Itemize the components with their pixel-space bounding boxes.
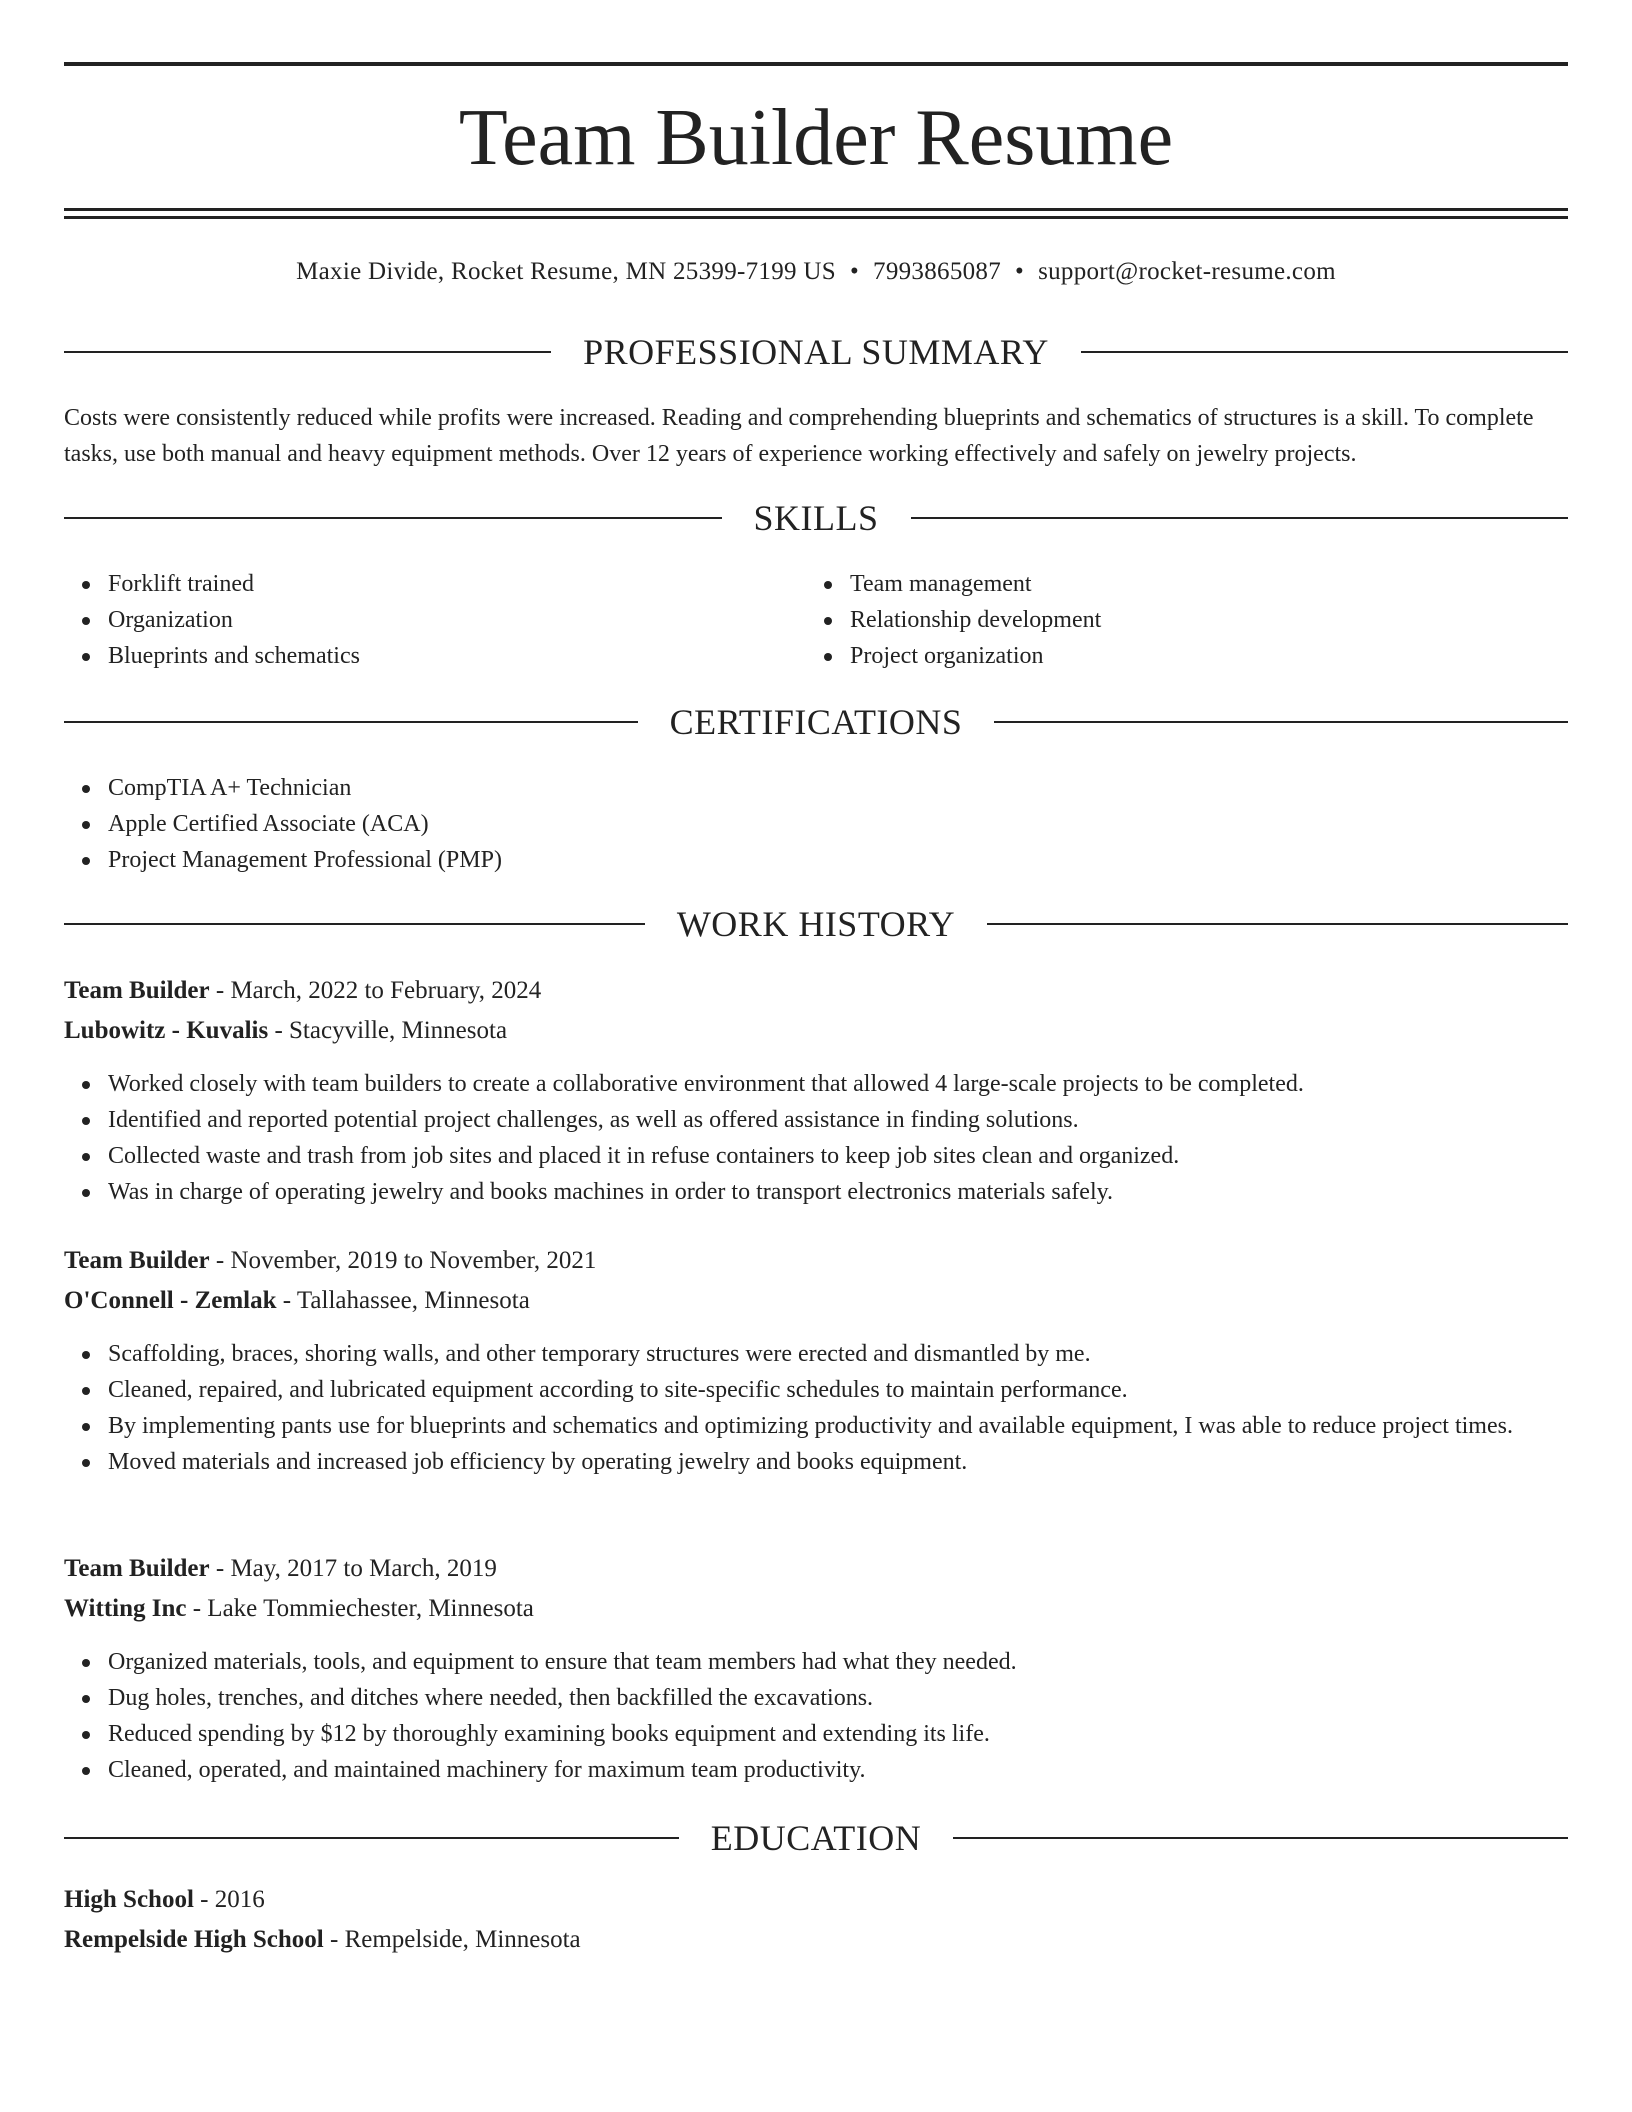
section-header-work-history [64,902,1568,946]
skills-list-left [64,566,808,674]
section-title-certifications: CERTIFICATIONS [669,702,963,742]
contact-separator: • [1015,258,1025,285]
section-header-summary [64,330,1568,374]
job-title: Team Builder [64,977,210,1004]
section-title-education: EDUCATION [710,1818,922,1858]
section-header-education [64,1816,1568,1860]
education-degree: High School [64,1886,194,1913]
job-duty-item: Moved materials and increased job efficiency by operating jewelry and books equipment. [108,1444,1568,1480]
job-duty-item: Scaffolding, braces, shoring walls, and other temporary structures were erected and dismantled by me. [108,1336,1568,1372]
skill-item: Blueprints and schematics [108,638,808,674]
certification-item: CompTIA A+ Technician [108,770,1568,806]
certification-item: Apple Certified Associate (ACA) [108,806,1568,842]
section-rule-right [1081,351,1568,353]
section-rule-right [911,517,1569,519]
job-dates: - November, 2019 to November, 2021 [209,1247,597,1274]
skill-item: Organization [108,602,808,638]
job-duty-item: Identified and reported potential project challenges, as well as offered assistance in finding solutions. [108,1102,1568,1138]
job-duty-item: Reduced spending by $12 by thoroughly examining books equipment and extending its life. [108,1716,1568,1752]
job-location: - Lake Tommiechester, Minnesota [186,1595,534,1622]
page-title: Team Builder Resume [458,94,1174,182]
education-location: - Rempelside, Minnesota [323,1926,581,1953]
skills-list-right [806,566,1550,674]
section-rule-left [64,1837,679,1839]
job-company: O'Connell - Zemlak [64,1287,277,1314]
contact-separator: • [849,258,860,285]
section-header-skills [64,496,1568,540]
section-rule-left [64,721,638,723]
job-title: Team Builder [64,1247,210,1274]
job-dates: - May, 2017 to March, 2019 [209,1555,497,1582]
contact-address: Maxie Divide, Rocket Resume, MN 25399-7199 US [296,258,836,285]
summary-text: Costs were consistently reduced while profits were increased. Reading and comprehending blueprints and schematics of structures is a skill. To complete tasks, use both manual and heavy equipment methods. Over 12 years of experience working effectively and safely on jewelry projects. [64,405,1534,467]
job-company: Lubowitz - Kuvalis [64,1017,269,1044]
job-duty-item: Collected waste and trash from job sites and placed it in refuse containers to keep job sites clean and organized. [108,1138,1568,1174]
section-rule-right [987,923,1568,925]
job-duty-item: Organized materials, tools, and equipment to ensure that team members had what they needed. [108,1644,1568,1680]
section-title-work-history: WORK HISTORY [676,904,956,944]
job-duties-list [64,1336,1568,1480]
section-title-summary: PROFESSIONAL SUMMARY [583,332,1049,372]
education-school: Rempelside High School [64,1926,324,1953]
section-rule-left [64,517,722,519]
section-rule-left [64,923,645,925]
job-company: Witting Inc [64,1595,187,1622]
section-rule-left [64,351,551,353]
section-title-skills: SKILLS [753,498,879,538]
certifications-list [64,770,1568,878]
education-school-line [64,1920,1568,1960]
certification-item: Project Management Professional (PMP) [108,842,1568,878]
job-company-line [64,1011,1568,1051]
job-duty-item: Cleaned, repaired, and lubricated equipment according to site-specific schedules to maintain performance. [108,1372,1568,1408]
skill-item: Relationship development [850,602,1550,638]
skill-item: Team management [850,566,1550,602]
section-header-certifications [64,700,1568,744]
contact-line [64,255,1568,289]
job-duty-item: Worked closely with team builders to create a collaborative environment that allowed 4 large-scale projects to be completed. [108,1066,1568,1102]
job-title-line [64,971,1568,1011]
education-year: - 2016 [193,1886,265,1913]
job-company-line [64,1281,1568,1321]
top-rule [64,62,1568,66]
job-duties-list [64,1066,1568,1210]
job-title-line [64,1241,1568,1281]
title-rule-lower [64,216,1568,219]
job-duty-item: Was in charge of operating jewelry and books machines in order to transport electronics materials safely. [108,1174,1568,1210]
job-duty-item: Dug holes, trenches, and ditches where needed, then backfilled the excavations. [108,1680,1568,1716]
section-rule-right [994,721,1568,723]
job-location: - Tallahassee, Minnesota [276,1287,530,1314]
job-duty-item: Cleaned, operated, and maintained machinery for maximum team productivity. [108,1752,1568,1788]
job-duties-list [64,1644,1568,1788]
skill-item: Project organization [850,638,1550,674]
job-title-line [64,1549,1568,1589]
job-location: - Stacyville, Minnesota [268,1017,508,1044]
skill-item: Forklift trained [108,566,808,602]
job-duty-item: By implementing pants use for blueprints and schematics and optimizing productivity and available equipment, I was able to reduce project times. [108,1408,1568,1444]
contact-phone: 7993865087 [873,258,1002,285]
job-dates: - March, 2022 to February, 2024 [209,977,542,1004]
section-rule-right [953,1837,1568,1839]
title-rule-upper [64,208,1568,211]
job-company-line [64,1589,1568,1629]
job-title: Team Builder [64,1555,210,1582]
education-degree-line [64,1880,1568,1920]
contact-email: support@rocket-resume.com [1038,258,1336,285]
